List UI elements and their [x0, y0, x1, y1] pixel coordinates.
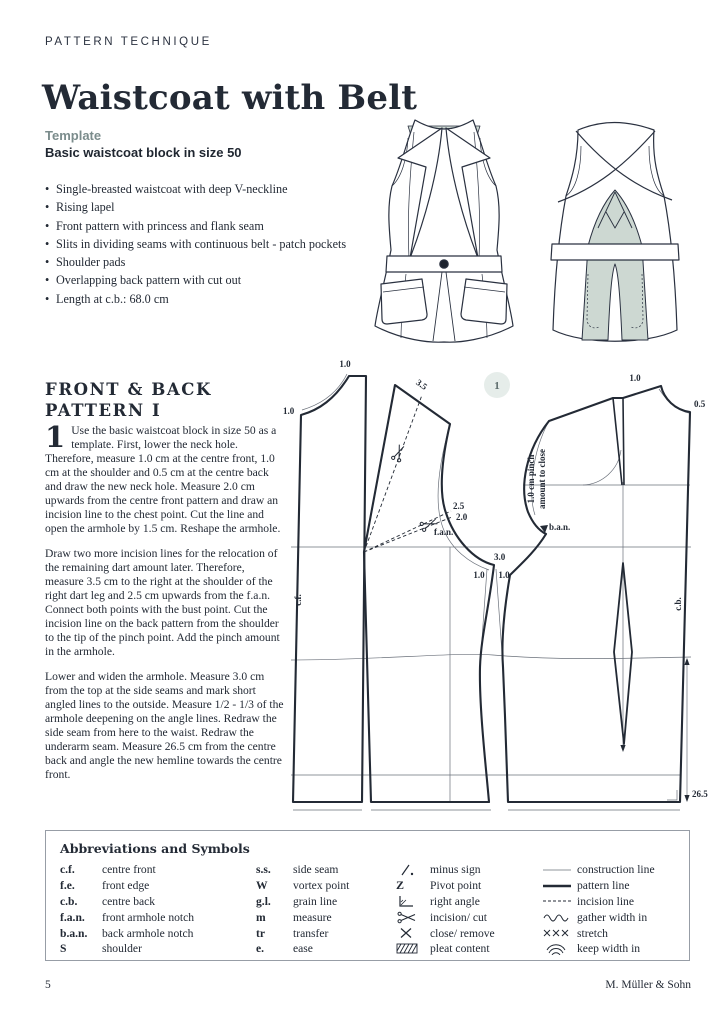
- feature-item: • Single-breasted waistcoat with deep V-neckline: [45, 180, 375, 198]
- step-text: Use the basic waistcoat block in size 50 as a template. First, lower the neck hole. Therefore, measure 1.0 cm at the centre front, 1.0 cm at the shoulder and 0.5 cm at the centre back and draw the new neck hole. Measure 2.0 cm upwards from the centre front pattern and draw an incision line to the chest point. Cut the line and open the armhole by 1.5 cm. Reshape the armhole.: [45, 424, 281, 536]
- abbr-term: ease: [293, 942, 313, 956]
- label-side-back: 1.0: [498, 570, 510, 580]
- feature-item: • Front pattern with princess and flank seam: [45, 217, 375, 235]
- label-front-neck: 1.0: [283, 406, 295, 416]
- diagram-labels: [283, 359, 708, 799]
- right-angle-icon: [396, 895, 418, 908]
- section-heading-line1: FRONT & BACK: [45, 380, 212, 399]
- incision-line-icon: [543, 897, 573, 905]
- symbol-term: incision/ cut: [430, 910, 487, 924]
- abbreviations-title: Abbreviations and Symbols: [60, 841, 250, 856]
- label-back-shoulder: 1.0: [629, 373, 641, 383]
- abbr-column-2: [256, 862, 396, 957]
- symbol-term: pleat content: [430, 942, 490, 956]
- symbol-term: gather width in: [577, 910, 648, 924]
- step-paragraph-1: [45, 420, 285, 536]
- abbr-term: front armhole notch: [102, 910, 195, 924]
- abbr-term: centre back: [102, 894, 156, 908]
- feature-list: [45, 180, 375, 308]
- label-centre-back: c.b.: [673, 597, 683, 611]
- abbr-key: s.s.: [256, 863, 271, 877]
- abbr-key: c.f.: [60, 863, 75, 877]
- abbr-key: tr: [256, 926, 266, 940]
- abbr-key: W: [256, 879, 268, 893]
- abbr-key: e.: [256, 942, 265, 956]
- abbr-term: shoulder: [102, 942, 142, 956]
- label-pinch-1: 1.0 cm pinch: [526, 454, 536, 504]
- abbr-term: front edge: [102, 879, 150, 893]
- label-fan-up: 2.0: [456, 512, 468, 522]
- symbol-term: incision line: [577, 894, 634, 908]
- page-number: 5: [45, 979, 51, 991]
- label-ban: b.a.n.: [549, 522, 571, 532]
- abbr-column-4: [543, 862, 675, 957]
- minus-sign-icon: [396, 864, 418, 876]
- template-label: Template: [45, 128, 102, 143]
- abbr-key: c.b.: [60, 894, 78, 908]
- incision-cut-icon: [396, 911, 420, 924]
- abbr-term: transfer: [293, 926, 329, 940]
- instruction-steps: [45, 420, 285, 793]
- pattern-diagram: [283, 352, 723, 822]
- label-centre-front: c.f.: [293, 594, 303, 606]
- brand-name: M. Müller & Sohn: [605, 979, 691, 991]
- abbr-key: b.a.n.: [60, 926, 88, 940]
- abbr-key: g.l.: [256, 894, 271, 908]
- feature-item: • Rising lapel: [45, 198, 375, 216]
- label-pinch-2: amount to close: [537, 449, 547, 509]
- close-remove-icon: [396, 927, 418, 939]
- label-fan: f.a.n.: [434, 527, 454, 537]
- symbol-term: keep width in: [577, 942, 641, 956]
- pivot-point-icon: Z: [396, 878, 405, 893]
- page-subtitle: Basic waistcoat block in size 50: [45, 145, 242, 160]
- symbol-term: Pivot point: [430, 879, 482, 893]
- abbr-key: m: [256, 910, 266, 924]
- keep-width-icon: [543, 943, 573, 955]
- abbr-term: back armhole notch: [102, 926, 194, 940]
- label-side-front: 1.0: [473, 570, 485, 580]
- page-title: Waistcoat with Belt: [42, 78, 418, 118]
- step-paragraph-2: Draw two more incision lines for the relocation of the remaining dart amount later. Therefore, measure 3.5 cm to the right at the shoulder of the right dart leg and 2.5 cm upwards from the f.a.n. Connect both points with the bust point. Cut the incision line on the back pattern from the shoulder to the tip of the pinch point. Add the pinch amount in the armhole.: [45, 547, 280, 659]
- label-armhole-up: 2.5: [453, 501, 465, 511]
- page-eyebrow: PATTERN TECHNIQUE: [45, 36, 212, 48]
- pattern-line-icon: [543, 882, 573, 890]
- symbol-term: minus sign: [430, 863, 481, 877]
- symbol-term: right angle: [430, 894, 480, 908]
- feature-item: • Length at c.b.: 68.0 cm: [45, 290, 375, 308]
- abbr-term: centre front: [102, 863, 156, 877]
- symbol-term: stretch: [577, 926, 608, 940]
- label-back-neck: 0.5: [694, 399, 706, 409]
- abbr-term: vortex point: [293, 879, 350, 893]
- abbr-column-3: [396, 862, 543, 957]
- gather-width-icon: [543, 912, 573, 922]
- figure-marker: 1: [494, 380, 500, 392]
- abbr-term: side seam: [293, 863, 339, 877]
- label-back-length: 26.5: [692, 789, 708, 799]
- pleat-content-icon: [396, 943, 420, 954]
- abbr-key: f.e.: [60, 879, 75, 893]
- waistcoat-front-illustration: [360, 112, 528, 350]
- label-armhole-deepening: 3.0: [494, 552, 506, 562]
- abbr-term: measure: [293, 910, 332, 924]
- label-shoulder-incision: 3.5: [414, 377, 430, 392]
- feature-item: • Shoulder pads: [45, 253, 375, 271]
- step-number: 1: [45, 420, 66, 454]
- step-paragraph-3: Lower and widen the armhole. Measure 3.0 cm from the top at the side seams and mark short angled lines to the outside. Measure 1/2 - 1/3 of the armhole deepening on the angle lines. Redraw the side seam from here to the waist. Redraw the underarm seam. Measure 26.5 cm from the centre back and angle the new hemline towards the centre front.: [45, 670, 284, 782]
- label-front-shoulder: 1.0: [339, 359, 351, 369]
- abbreviations-box: [45, 830, 690, 961]
- abbr-key: S: [60, 942, 67, 956]
- stretch-icon: [543, 928, 573, 938]
- symbol-term: construction line: [577, 863, 655, 877]
- belt-button: [440, 260, 448, 268]
- section-heading-line2: PATTERN I: [45, 401, 162, 421]
- pattern-outlines: [293, 376, 690, 802]
- abbr-column-1: [60, 862, 256, 957]
- abbr-term: grain line: [293, 894, 338, 908]
- feature-item: • Slits in dividing seams with continuous belt - patch pockets: [45, 235, 375, 253]
- feature-item: • Overlapping back pattern with cut out: [45, 271, 375, 289]
- symbol-term: pattern line: [577, 879, 630, 893]
- waistcoat-back-illustration: [526, 116, 706, 356]
- section-heading: [45, 379, 212, 421]
- symbol-term: close/ remove: [430, 926, 495, 940]
- abbr-key: f.a.n.: [60, 910, 85, 924]
- construction-line-icon: [543, 866, 573, 874]
